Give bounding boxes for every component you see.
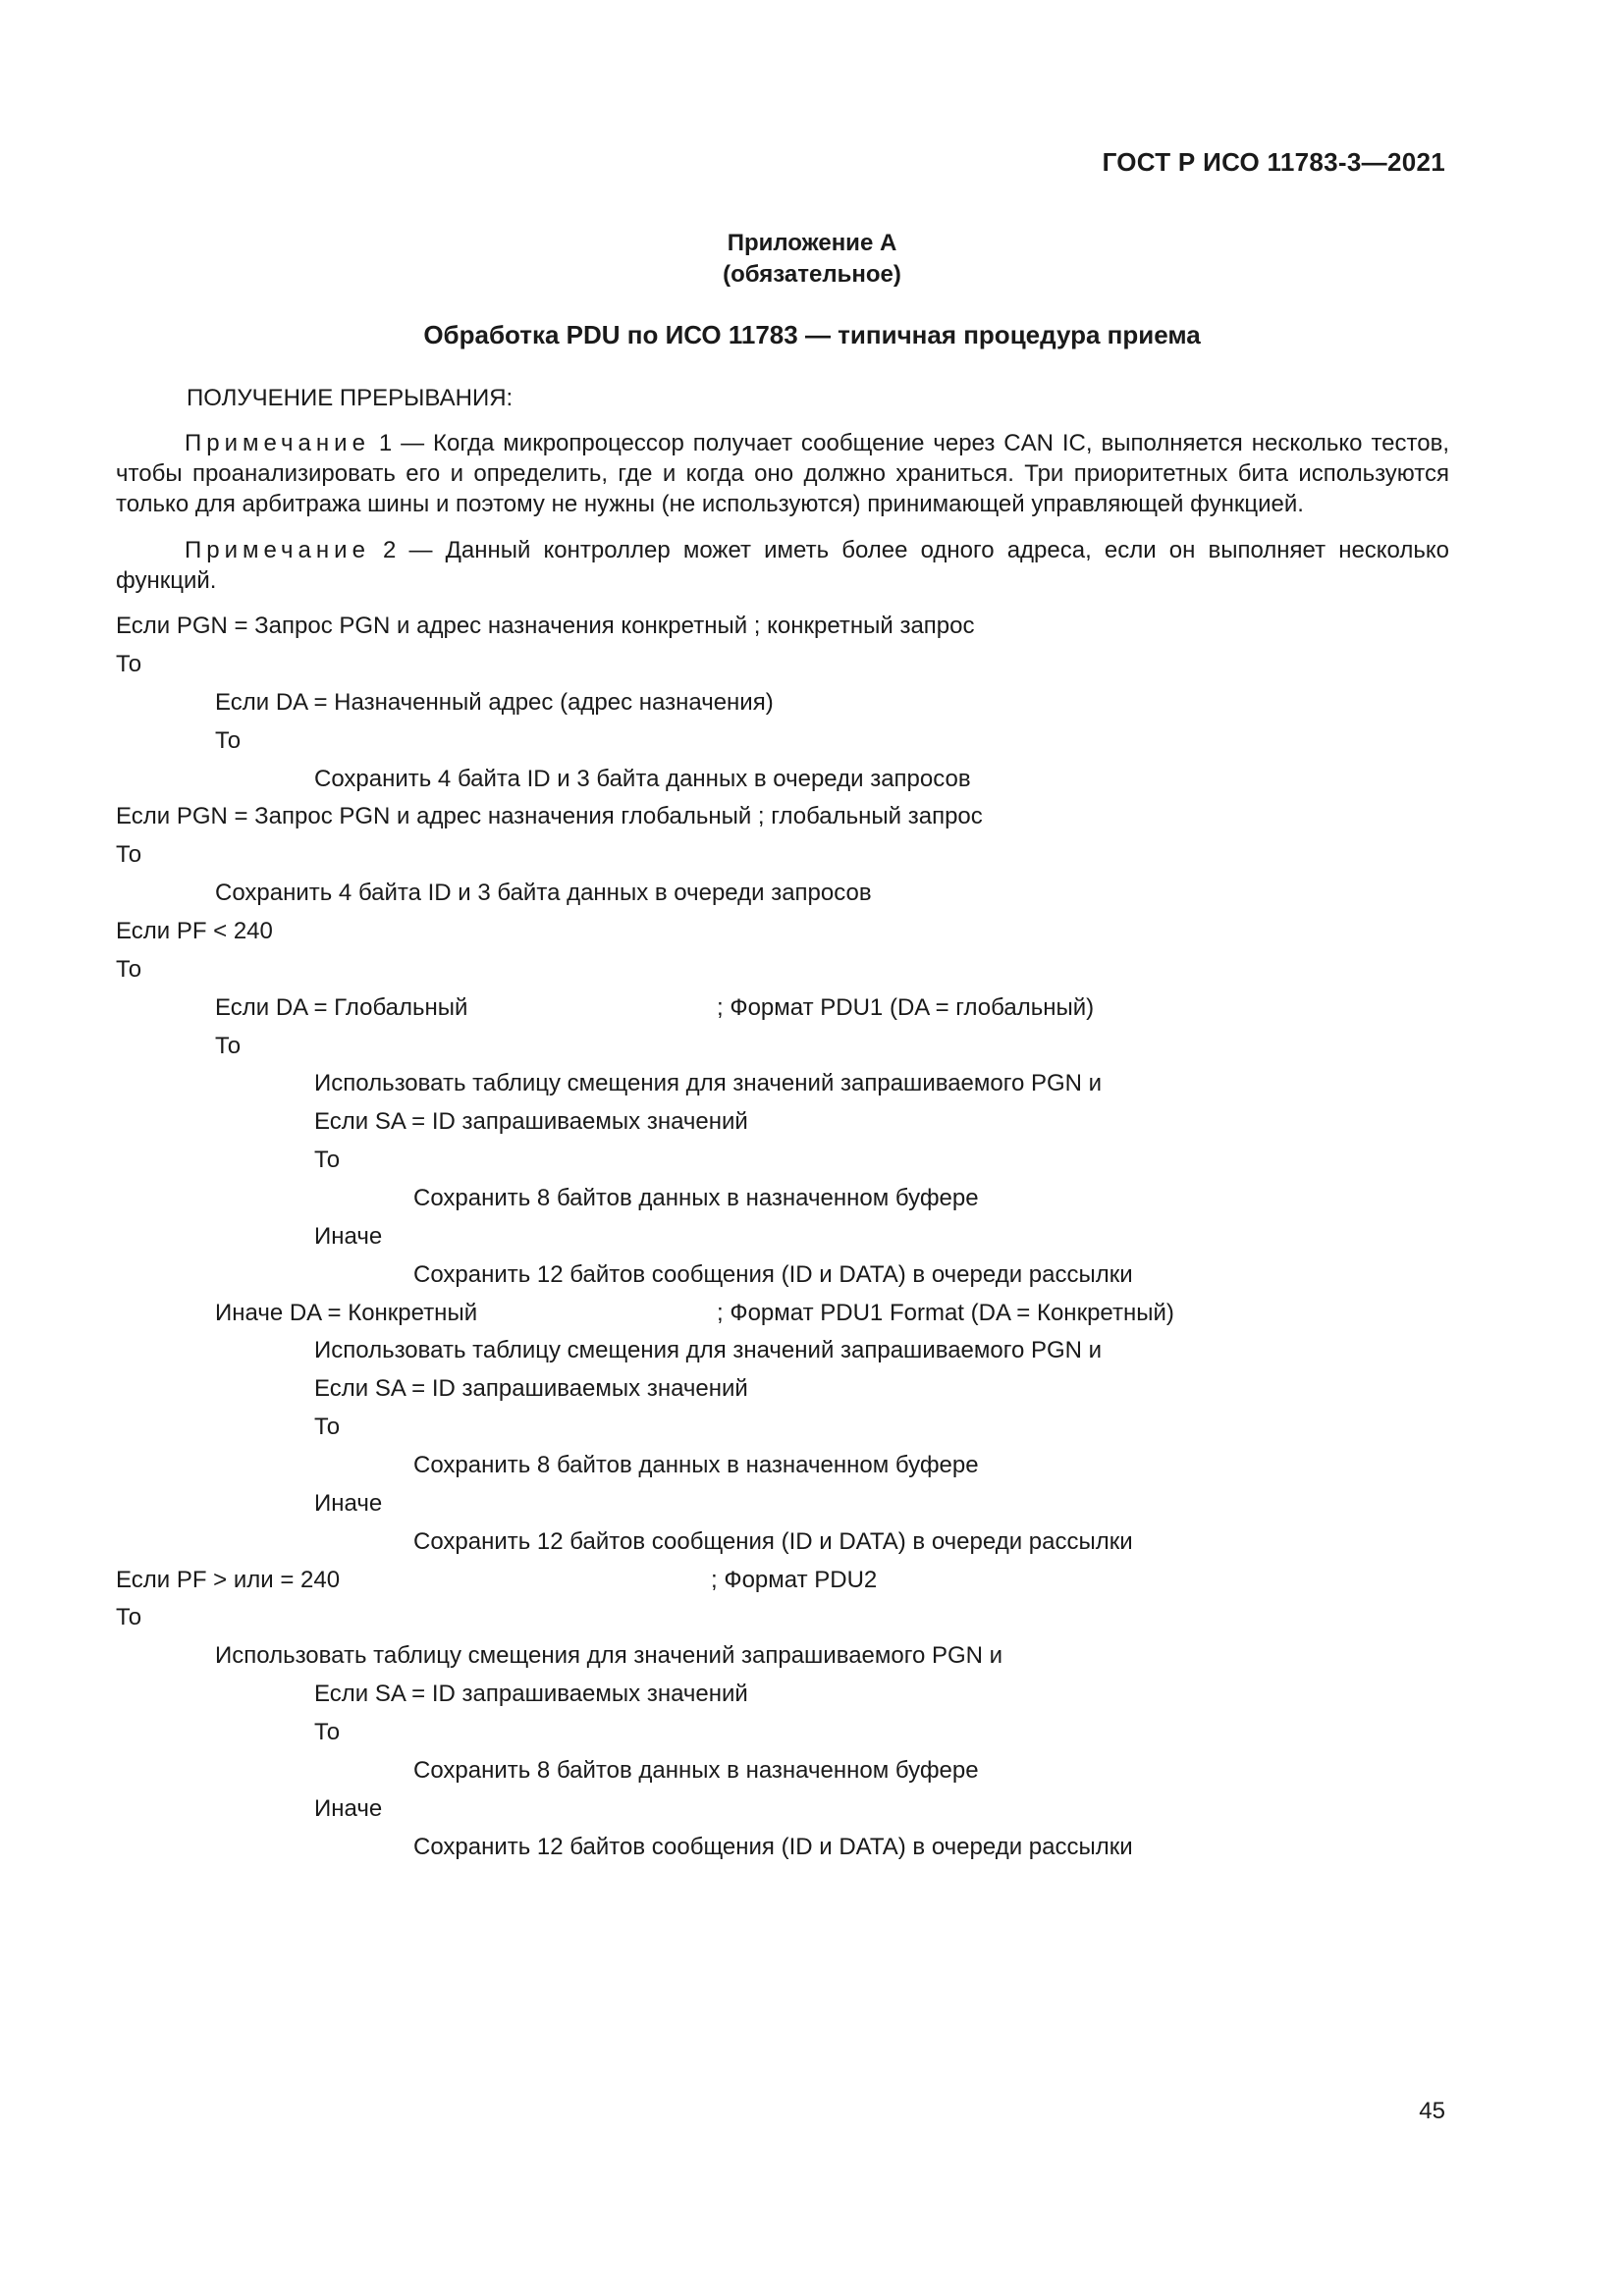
procedure-line: То <box>314 1719 341 1745</box>
procedure-line: Если SA = ID запрашиваемых значений <box>314 1681 748 1707</box>
note-2-label: Примечание <box>185 537 370 563</box>
procedure-line: Иначе <box>314 1795 383 1822</box>
document-code: ГОСТ Р ИСО 11783-3—2021 <box>1102 147 1445 177</box>
annex-title: Приложение А <box>727 230 897 256</box>
procedure-line: Иначе DA = Конкретный <box>215 1300 478 1326</box>
main-title: Обработка PDU по ИСО 11783 — типичная процедура приема <box>423 320 1201 349</box>
note-2-text: 2 — Данный контроллер может иметь более одного адреса, если он выполняет несколько функций. <box>116 537 1450 594</box>
procedure-line: Использовать таблицу смещения для значений запрашиваемого PGN и <box>314 1070 1103 1096</box>
procedure-line: То <box>116 1604 142 1630</box>
procedure-line: Сохранить 8 байтов данных в назначенном буфере <box>413 1452 979 1478</box>
procedure-line: Иначе <box>314 1223 383 1250</box>
note-1 <box>116 428 1449 519</box>
procedure-line: Иначе <box>314 1490 383 1517</box>
procedure-line: Если PF > или = 240 <box>116 1567 341 1593</box>
procedure-line: Если PGN = Запрос PGN и адрес назначения конкретный ; конкретный запрос <box>116 613 975 639</box>
procedure-line: Сохранить 12 байтов сообщения (ID и DATA) в очереди рассылки <box>413 1261 1133 1288</box>
procedure-comment: ; Формат PDU1 (DA = глобальный) <box>717 994 1095 1021</box>
note-1-text: 1 — Когда микропроцессор получает сообщение через CAN IC, выполняется несколько тестов, чтобы проанализировать его и определить, где и когда оно должно храниться. Три приоритетных бита используются только для арбитража шины и поэтому не нужны (не используются) принимающей управляющей функцией. <box>116 430 1450 517</box>
procedure-line: Сохранить 12 байтов сообщения (ID и DATA) в очереди рассылки <box>413 1528 1133 1555</box>
note-1-label: Примечание <box>185 430 370 456</box>
procedure-line: Сохранить 12 байтов сообщения (ID и DATA) в очереди рассылки <box>413 1834 1133 1860</box>
procedure-line: Сохранить 4 байта ID и 3 байта данных в очереди запросов <box>215 880 872 906</box>
procedure-line: То <box>116 841 142 868</box>
procedure-line: Если SA = ID запрашиваемых значений <box>314 1375 748 1402</box>
page-number: 45 <box>1419 2098 1445 2124</box>
procedure-comment: ; Формат PDU2 <box>711 1567 878 1593</box>
procedure-line: Сохранить 8 байтов данных в назначенном буфере <box>413 1185 979 1211</box>
procedure-comment: ; Формат PDU1 Format (DA = Конкретный) <box>717 1300 1174 1326</box>
procedure-line: То <box>116 651 142 677</box>
procedure-line: Сохранить 4 байта ID и 3 байта данных в очереди запросов <box>314 766 971 792</box>
procedure-line: То <box>314 1414 341 1440</box>
annex-status: (обязательное) <box>723 261 901 288</box>
procedure-line: Использовать таблицу смещения для значений запрашиваемого PGN и <box>215 1642 1003 1669</box>
procedure-line: То <box>215 727 242 754</box>
procedure-line: Если DA = Назначенный адрес (адрес назначения) <box>215 689 774 716</box>
procedure-line: Если DA = Глобальный <box>215 994 468 1021</box>
annex-heading <box>0 228 1624 291</box>
interrupt-heading: ПОЛУЧЕНИЕ ПРЕРЫВАНИЯ: <box>187 385 514 411</box>
note-2 <box>116 535 1449 596</box>
procedure-line: То <box>215 1033 242 1059</box>
procedure-line: Если SA = ID запрашиваемых значений <box>314 1108 748 1135</box>
procedure-line: Если PF < 240 <box>116 918 273 944</box>
procedure-line: То <box>116 956 142 983</box>
procedure-line: Если PGN = Запрос PGN и адрес назначения глобальный ; глобальный запрос <box>116 803 983 829</box>
procedure-line: То <box>314 1147 341 1173</box>
procedure-line: Сохранить 8 байтов данных в назначенном буфере <box>413 1757 979 1784</box>
procedure-line: Использовать таблицу смещения для значений запрашиваемого PGN и <box>314 1337 1103 1363</box>
